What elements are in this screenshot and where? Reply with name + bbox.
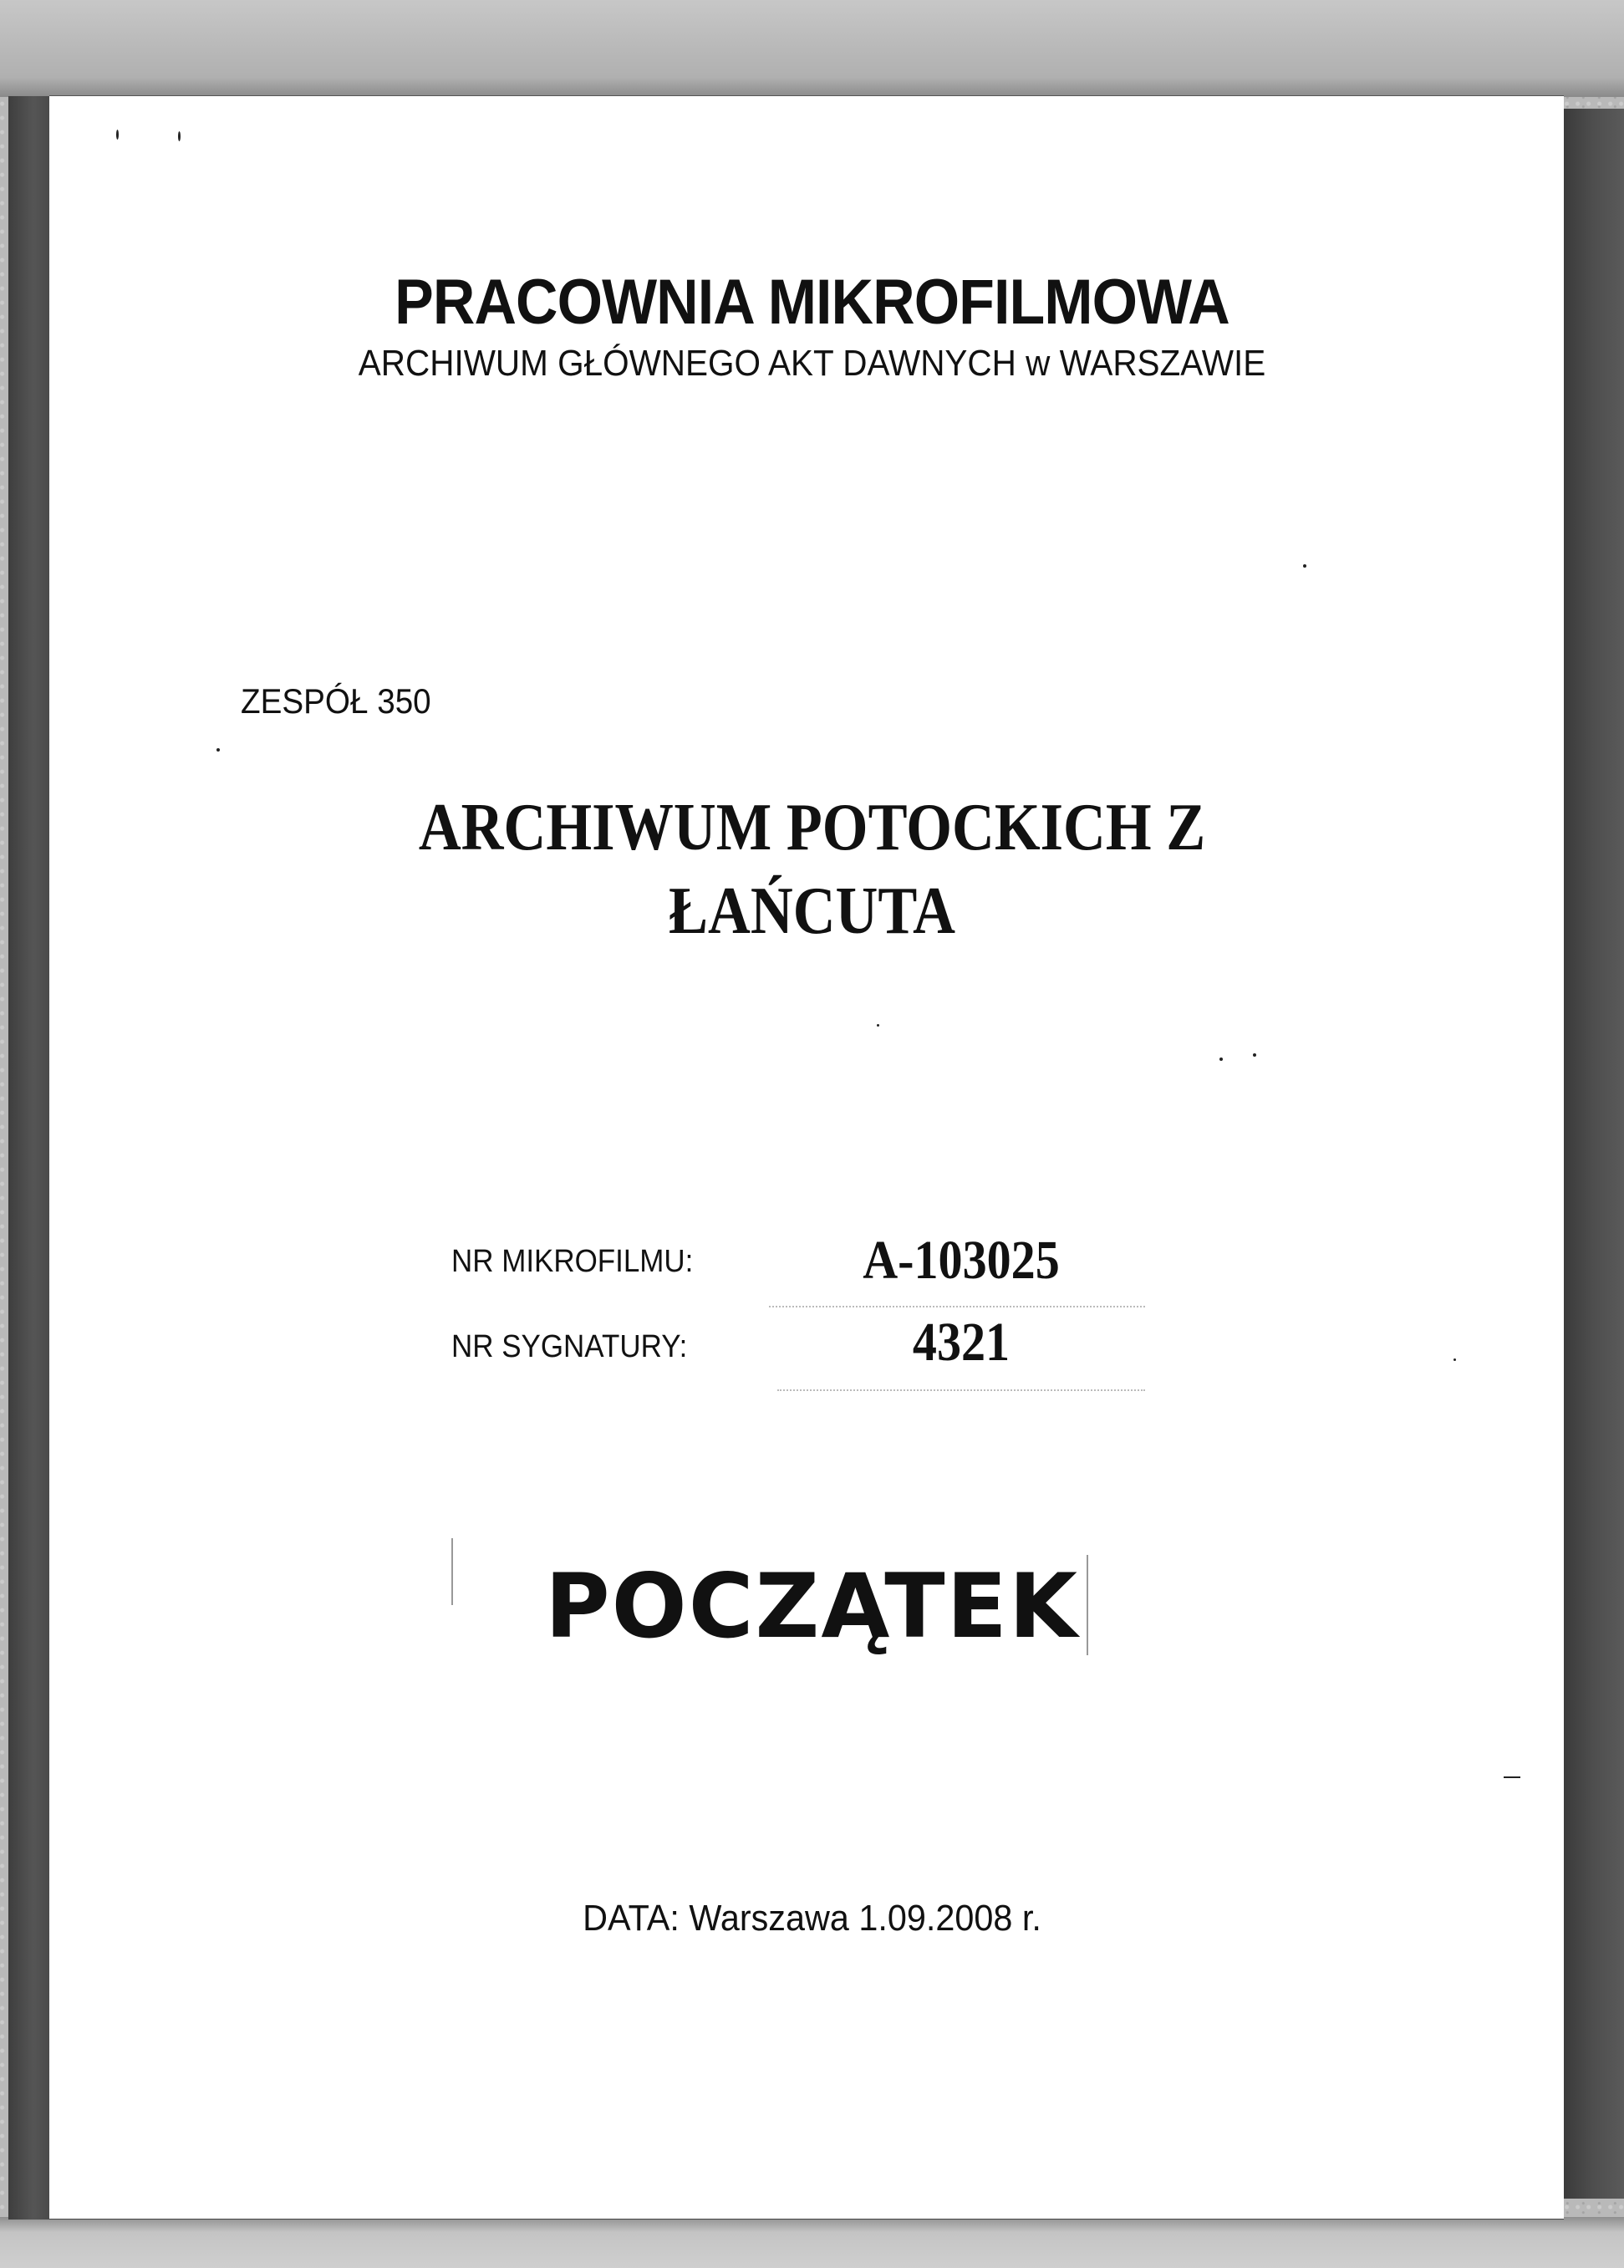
microfilm-number-value: A-103025 (863, 1230, 1060, 1291)
scan-speck (877, 1024, 879, 1027)
start-marker: POCZĄTEK (544, 1555, 1080, 1658)
scan-speck (1253, 1053, 1256, 1057)
film-edge-right (1563, 109, 1624, 2199)
collection-title (98, 786, 1527, 953)
date-line: DATA: Warszawa 1.09.2008 r. (583, 1898, 1041, 1939)
scan-speck (1504, 1776, 1520, 1778)
film-border-bottom (0, 2217, 1624, 2268)
microfilm-number-label: NR MIKROFILMU: (451, 1244, 694, 1279)
film-border-top (0, 0, 1624, 97)
signature-number-value: 4321 (912, 1312, 1011, 1373)
field-underline (769, 1306, 1145, 1307)
scan-speck (1303, 564, 1306, 568)
header-subtitle: ARCHIWUM GŁÓWNEGO AKT DAWNYCH w WARSZAWIE (358, 343, 1266, 384)
header-title: PRACOWNIA MIKROFILMOWA (395, 267, 1229, 338)
scan-speck (216, 748, 220, 752)
fonds-label: ZESPÓŁ 350 (241, 681, 431, 721)
film-edge-left (8, 96, 50, 2220)
scan-speck (178, 131, 181, 141)
scan-speck (1453, 1358, 1456, 1361)
signature-number-label: NR SYGNATURY: (451, 1329, 688, 1364)
field-underline (777, 1389, 1145, 1391)
scan-speck (1219, 1058, 1223, 1061)
scan-speck (116, 130, 119, 140)
collection-title-line-1: ARCHIWUM POTOCKICH Z (418, 791, 1206, 864)
collection-title-line-2: ŁAŃCUTA (669, 874, 955, 948)
